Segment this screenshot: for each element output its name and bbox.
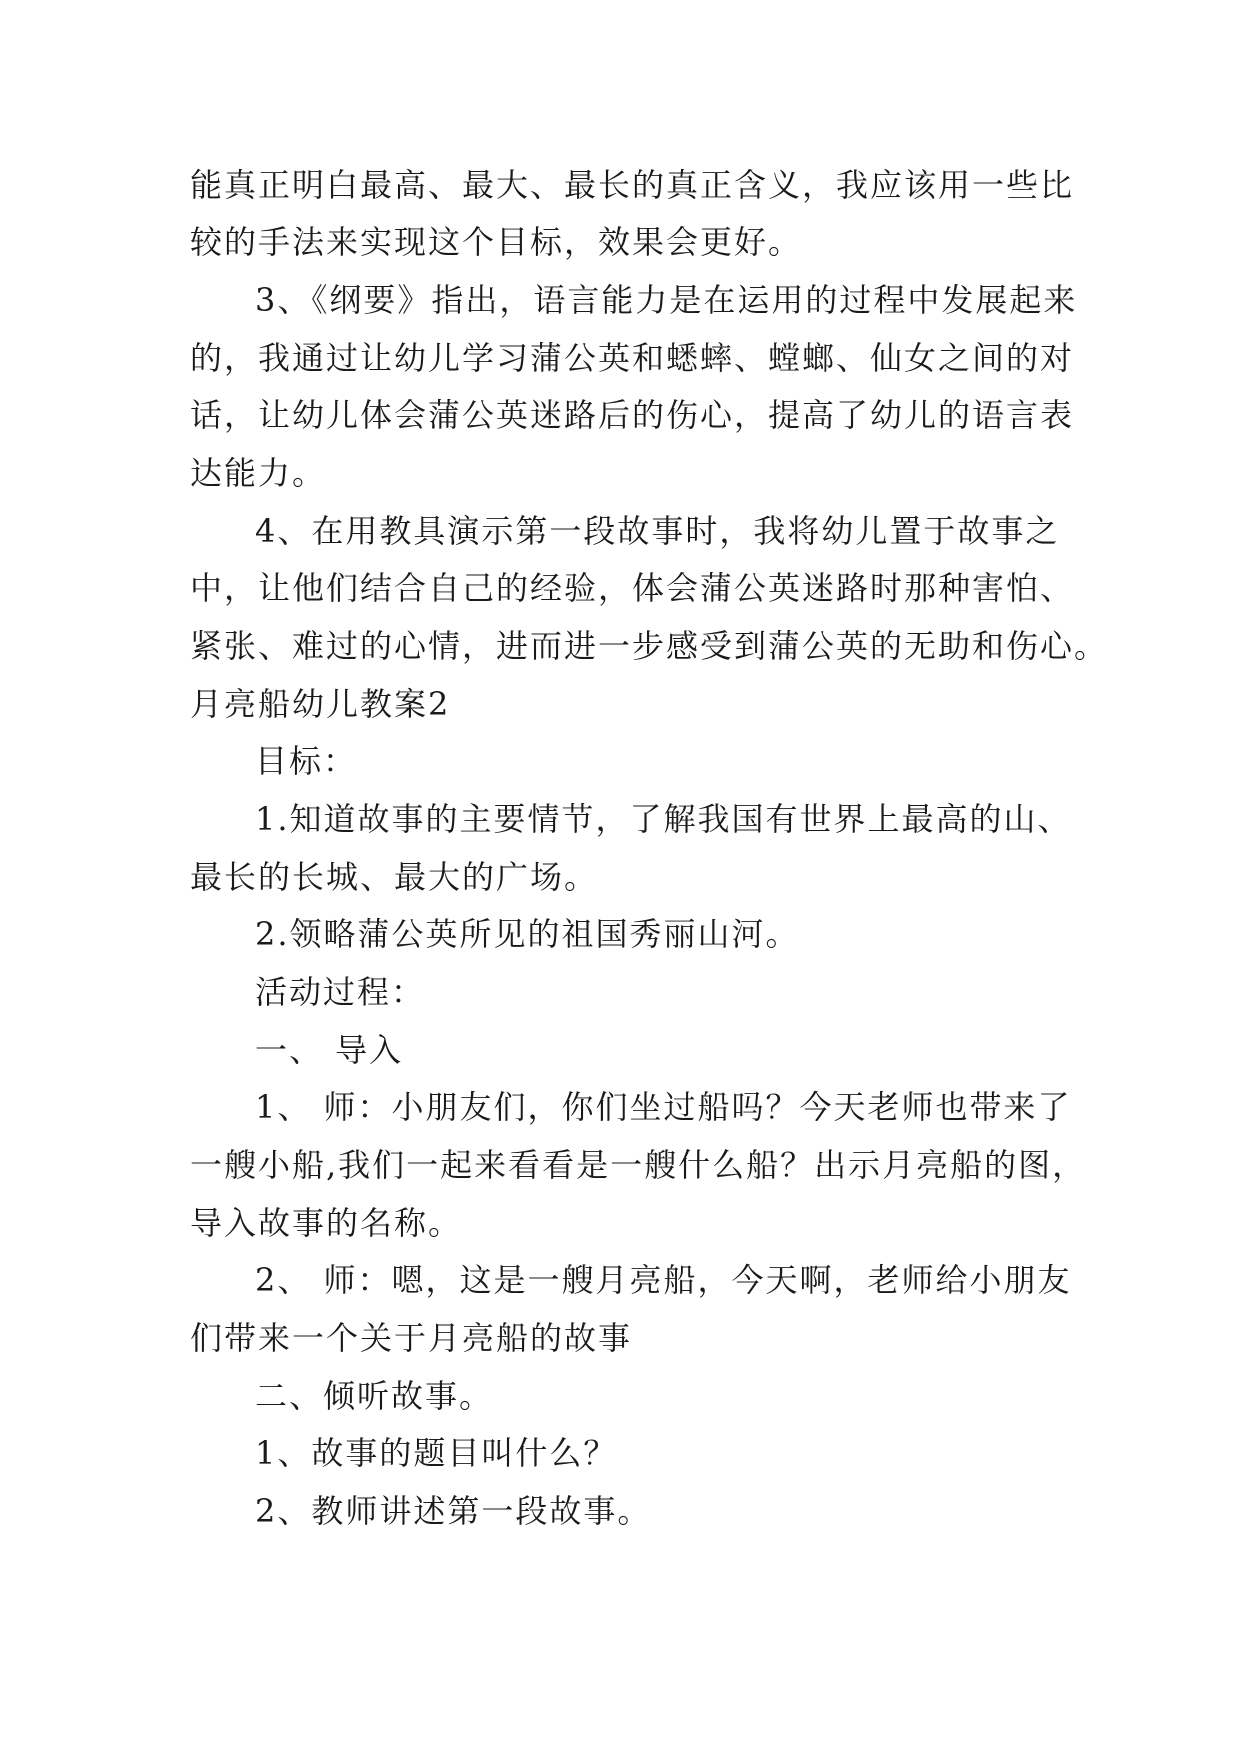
paragraph-line: 们带来一个关于月亮船的故事 [190,1319,633,1357]
paragraph-line: 达能力。 [190,454,327,492]
paragraph-line: 2、 师：嗯，这是一艘月亮船，今天啊，老师给小朋友 [255,1261,1072,1299]
paragraph-line: 较的手法来实现这个目标，效果会更好。 [190,223,803,261]
paragraph-line: 的，我通过让幼儿学习蒲公英和蟋蟀、螳螂、仙女之间的对 [190,339,1075,377]
paragraph-line: 4、在用教具演示第一段故事时，我将幼儿置于故事之 [255,512,1060,550]
paragraph-line: 话，让幼儿体会蒲公英迷路后的伤心，提高了幼儿的语言表 [190,396,1075,434]
paragraph-line: 1.知道故事的主要情节，了解我国有世界上最高的山、 [255,800,1072,838]
paragraph-line: 最长的长城、最大的广场。 [190,858,599,896]
section-title: 月亮船幼儿教案2 [190,685,451,723]
paragraph-line: 导入故事的名称。 [190,1204,463,1242]
paragraph-line: 2.领略蒲公英所见的祖国秀丽山河。 [255,915,800,953]
paragraph-line: 一、 导入 [255,1031,404,1069]
paragraph-line: 活动过程： [255,973,426,1011]
paragraph-line: 二、倾听故事。 [255,1377,494,1415]
paragraph-line: 1、故事的题目叫什么？ [255,1434,618,1472]
paragraph-line: 一艘小船,我们一起来看看是一艘什么船？出示月亮船的图， [190,1146,1087,1184]
paragraph-line: 能真正明白最高、最大、最长的真正含义，我应该用一些比 [190,166,1075,204]
paragraph-line: 3、《纲要》指出，语言能力是在运用的过程中发展起来 [255,281,1078,319]
paragraph-line: 中，让他们结合自己的经验，体会蒲公英迷路时那种害怕、 [190,569,1075,607]
paragraph-line: 1、 师：小朋友们，你们坐过船吗？今天老师也带来了 [255,1088,1072,1126]
paragraph-line: 2、教师讲述第一段故事。 [255,1492,652,1530]
paragraph-line: 目标： [255,742,358,780]
paragraph-line: 紧张、难过的心情，进而进一步感受到蒲公英的无助和伤心。 [190,627,1109,665]
